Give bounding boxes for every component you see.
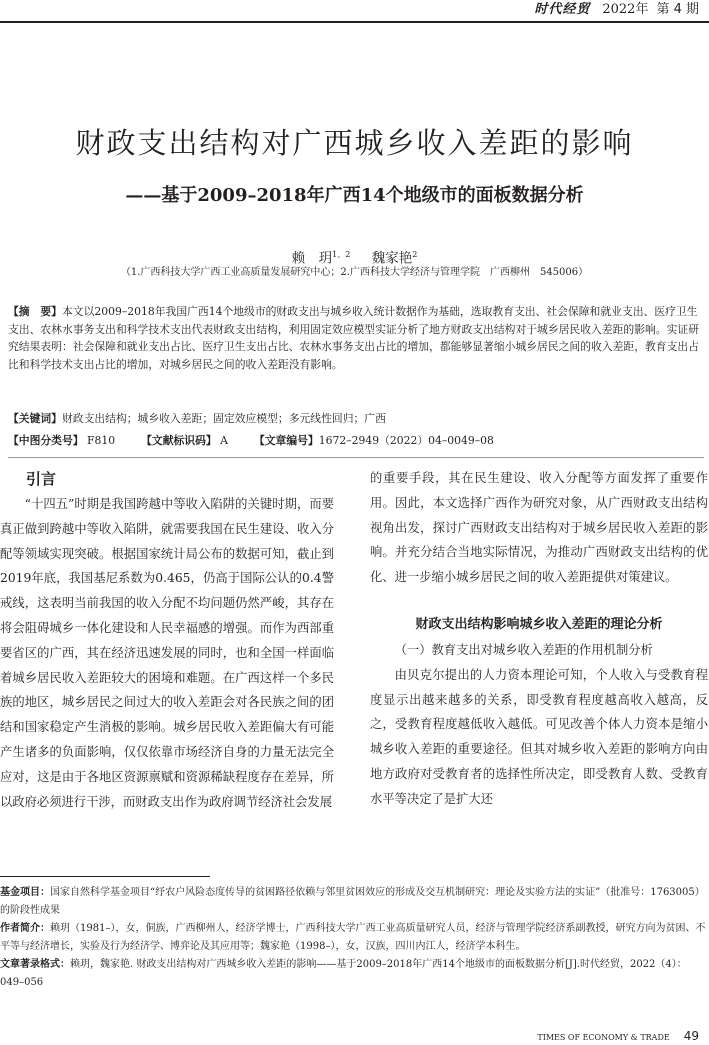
abstract-label: 【摘 要】 [8,305,62,318]
author-bio-text: 赖玥（1981–），女，侗族，广西柳州人，经济学博士，广西科技大学广西工业高质量研究人员，经济与管理学院经济系副教授，研究方向为贫困、不平等与经济增长，实验及行为经济学、博弈论及其应用等；魏家艳（1998–），女，汉族，四川内江人，经济学本科生。 [0,923,706,952]
clc-value: F810 [87,434,116,447]
article-subtitle: ——基于2009–2018年广西14个地级市的面板数据分析 [125,185,584,206]
author-bio-note [0,920,709,956]
intro-heading: 引言 [26,470,57,488]
author-name: 赖 玥 [291,250,333,267]
doc-code-value: A [220,434,228,447]
header-issue: 第 4 期 [656,2,699,17]
citation-label: 文章著录格式： [0,959,70,970]
author-name: 魏家艳 [371,250,413,267]
article-number-value: 1672–2949（2022）04–0049–08 [318,434,494,447]
classification-line [8,432,704,450]
abstract-text: 本文以2009–2018年我国广西14个地级市的财政支出与城乡收入统计数据作为基础，选取教育支出、社会保障和就业支出、医疗卫生支出、农林水事务支出和科学技术支出代表财政支出结构，利用固定效应模型实证分析了地方财政支出结构对于城乡居民收入差距的影响。实证研究结果表明：社会保障和就业支出占比、医疗卫生支出占比、农林水事务支出占比的增加，都能够显著缩小城乡居民之间的收入差距，教育支出占比和科学技术支出占比的增加，对城乡居民之间的收入差距没有影响。 [8,305,699,371]
author-affil-mark: 2 [412,250,418,259]
abstract [8,303,704,409]
running-header [534,0,699,20]
journal-english-name: TIMES OF ECONOMY & TRADE [537,1033,670,1042]
section-heading: 财政支出结构影响城乡收入差距的理论分析 [415,616,663,632]
doc-code-label: 【文献标识码】 [141,434,217,447]
left-column [0,466,334,858]
citation-text: 赖玥，魏家艳. 财政支出结构对广西城乡收入差距的影响——基于2009–2018年广西14个地级市的面板数据分析[J].时代经贸，2022（4）：049–056 [0,959,687,988]
author-bio-label: 作者简介： [0,923,50,934]
citation-note [0,956,709,992]
intro-paragraph: “十四五”时期是我国跨越中等收入陷阱的关键时期，而要真正做到跨越中等收入陷阱，就需要我国在民生建设、收入分配等领域实现突破。根据国家统计局公布的数据可知，截止到2019年底，我国基尼系数为0.465，仍高于国际公认的0.4警戒线，这表明当前我国的收入分配不均问题仍然严峻，其存在将会阻碍城乡一体化建设和人民幸福感的增强。而作为西部重要省区的广西，其在经济迅速发展的同时，也和全国一样面临着城乡居民收入差距较大的困境和难题。在广西这样一个多民族的地区，城乡居民之间过大的收入差距会对各民族之间的团结和国家稳定产生消极的影响。城乡居民收入差距偏大有可能产生诸多的负面影响，仅仅依靠市场经济自身的力量无法完全应对，这是由于各地区资源禀赋和资源稀缺程度存在差异，所以政府必须进行干涉，而财政支出作为政府调节经济社会发展 [0,497,334,809]
clc-label: 【中图分类号】 [8,434,84,447]
subsection-heading: （一）教育支出对城乡收入差距的作用机制分析 [394,642,653,657]
keywords [8,410,704,428]
header-year: 2022年 [602,2,649,17]
fund-label: 基金项目： [0,887,50,898]
section-divider [8,457,704,458]
author-affil-mark: 1、2 [332,250,351,259]
footnote-rule [0,876,210,877]
body-paragraph: 由贝克尔提出的人力资本理论可知，个人收入与受教育程度显示出越来越多的关系，即受教育程度越高收入越高，反之，受教育程度越低收入越低。可见改善个体人力资本是缩小城乡收入差距的重要途径。但其对城乡收入差距的影响方向由地方政府对受教育者的选择性所决定，即受教育人数、受教育水平等决定了是扩大还 [370,667,708,806]
keywords-text: 财政支出结构；城乡收入差距；固定效应模型；多元线性回归；广西 [61,412,386,425]
article-title: 财政支出结构对广西城乡收入差距的影响 [75,126,634,160]
header-rule [0,21,709,23]
fund-note [0,884,709,920]
journal-brand: 时代经贸 [534,2,591,17]
article-number-label: 【文章编号】 [253,434,319,447]
affiliation: （1.广西科技大学广西工业高质量发展研究中心；2.广西科技大学经济与管理学院 广西柳州 545006） [120,267,589,278]
right-column [370,466,708,868]
fund-text: 国家自然科学基金项目“纾农户风险态度传导的贫困路径依赖与邻里贫困效应的形成及交互机制研究：理论及实验方法的实证”（批准号：1763005）的阶段性成果 [0,887,705,916]
intro-paragraph-continued: 的重要手段，其在民生建设、收入分配等方面发挥了重要作用。因此，本文选择广西作为研究对象，从广西财政支出结构视角出发，探讨广西财政支出结构对于城乡居民收入差距的影响。并充分结合当地实际情况，为推动广西财政支出结构的优化、进一步缩小城乡居民之间的收入差距提供对策建议。 [370,471,708,585]
keywords-label: 【关键词】 [8,412,62,425]
footnotes [0,884,709,1021]
page-number: 49 [683,1029,699,1043]
